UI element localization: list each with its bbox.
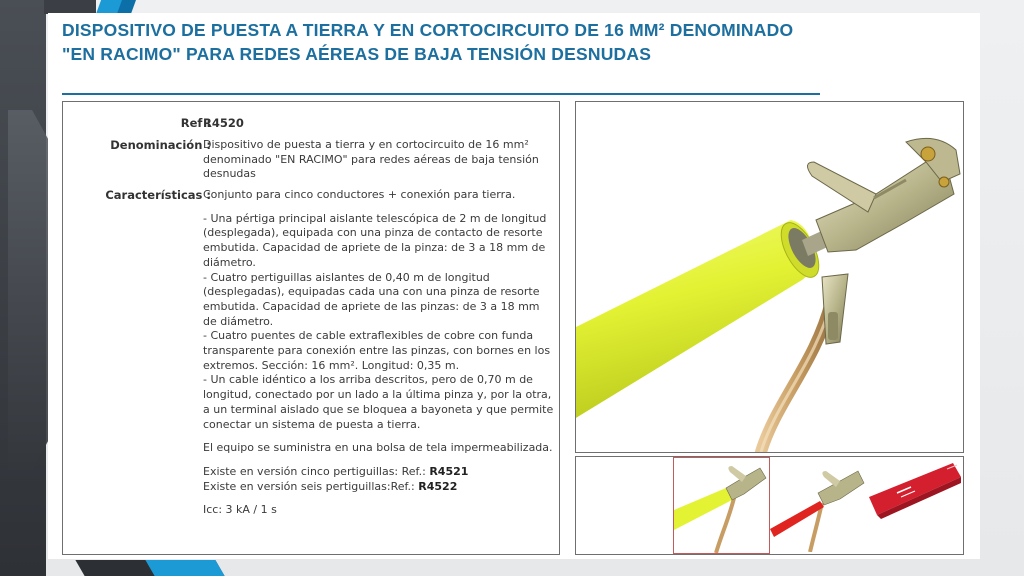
version6-ref: R4522	[418, 479, 458, 493]
version6-text: Existe en versión seis pertiguillas:Ref.:	[203, 479, 415, 493]
title-underline	[62, 93, 820, 95]
denominacion-label: Denominación :	[110, 138, 211, 152]
ref-value: R4520	[203, 116, 244, 130]
caracteristicas-item: - Un cable idéntico a los arriba descritos, pero de 0,70 m de longitud, conectado por un lado a la última pinza y, por la otra, a un terminal aislado que se bloquea a bayoneta y que permite conectar un sistema de puesta a tierra.	[203, 373, 554, 431]
caracteristicas-item: - Una pértiga principal aislante telescópica de 2 m de longitud (desplegada), equipada con una pinza de contacto de resorte embutida. Capacidad de apriete de la pinza: de 3 a 18 mm de diámetro.	[203, 211, 547, 269]
version5-text: Existe en versión cinco pertiguillas: Ref.:	[203, 464, 426, 478]
slide-top-dark-decoration	[44, 0, 96, 14]
icc-text: Icc: 3 kA / 1 s	[203, 503, 277, 517]
ref-label: Ref :	[180, 116, 211, 130]
caracteristicas-item: - Cuatro pertiguillas aislantes de 0,40 m de longitud (desplegadas), equipadas cada una con una pinza de resorte embutida. Capacidad de apriete de las pinzas: de 3 a 18 mm de diámetro.	[203, 270, 540, 328]
caracteristicas-item: - Cuatro puentes de cable extraflexibles de cobre con funda transparente para conexión entre las pinzas, con bornes en los extremos. Sección: 16 mm². Longitud: 0,35 m.	[203, 329, 551, 372]
denominacion-value: Dispositivo de puesta a tierra y en cortocircuito de 16 mm² denominado "EN RACIMO" para redes aéreas de baja tensión desnudas	[203, 138, 539, 181]
main-product-photo	[575, 101, 964, 453]
thumbnail-storage-bag[interactable]	[867, 457, 964, 554]
version6-line	[203, 480, 555, 495]
slide-bottom-blue-decoration	[145, 560, 224, 576]
thumbnail-blank[interactable]	[576, 457, 673, 554]
red-pole-thumb-icon	[770, 457, 865, 552]
caracteristicas-intro: Conjunto para cinco conductores + conexión para tierra.	[203, 188, 516, 201]
spec-box	[62, 101, 560, 555]
product-sheet	[48, 13, 980, 559]
suministro-text: El equipo se suministra en una bolsa de tela impermeabilizada.	[203, 441, 553, 455]
thumbnail-red-pole[interactable]	[770, 457, 867, 554]
thumbnail-strip	[575, 456, 964, 555]
red-bag-thumb-icon	[867, 457, 962, 552]
yellow-pole-thumb-icon	[674, 458, 769, 553]
pole-clamp-illustration	[576, 102, 963, 452]
version5-ref: R4521	[429, 464, 469, 478]
thumbnail-yellow-pole[interactable]	[673, 457, 770, 554]
version5-line	[203, 465, 555, 480]
product-title: DISPOSITIVO DE PUESTA A TIERRA Y EN CORTOCIRCUITO DE 16 MM² DENOMINADO "EN RACIMO" PARA REDES AÉREAS DE BAJA TENSIÓN DESNUDAS	[62, 20, 794, 64]
caracteristicas-value	[203, 188, 555, 518]
caracteristicas-label: Características :	[105, 188, 211, 202]
